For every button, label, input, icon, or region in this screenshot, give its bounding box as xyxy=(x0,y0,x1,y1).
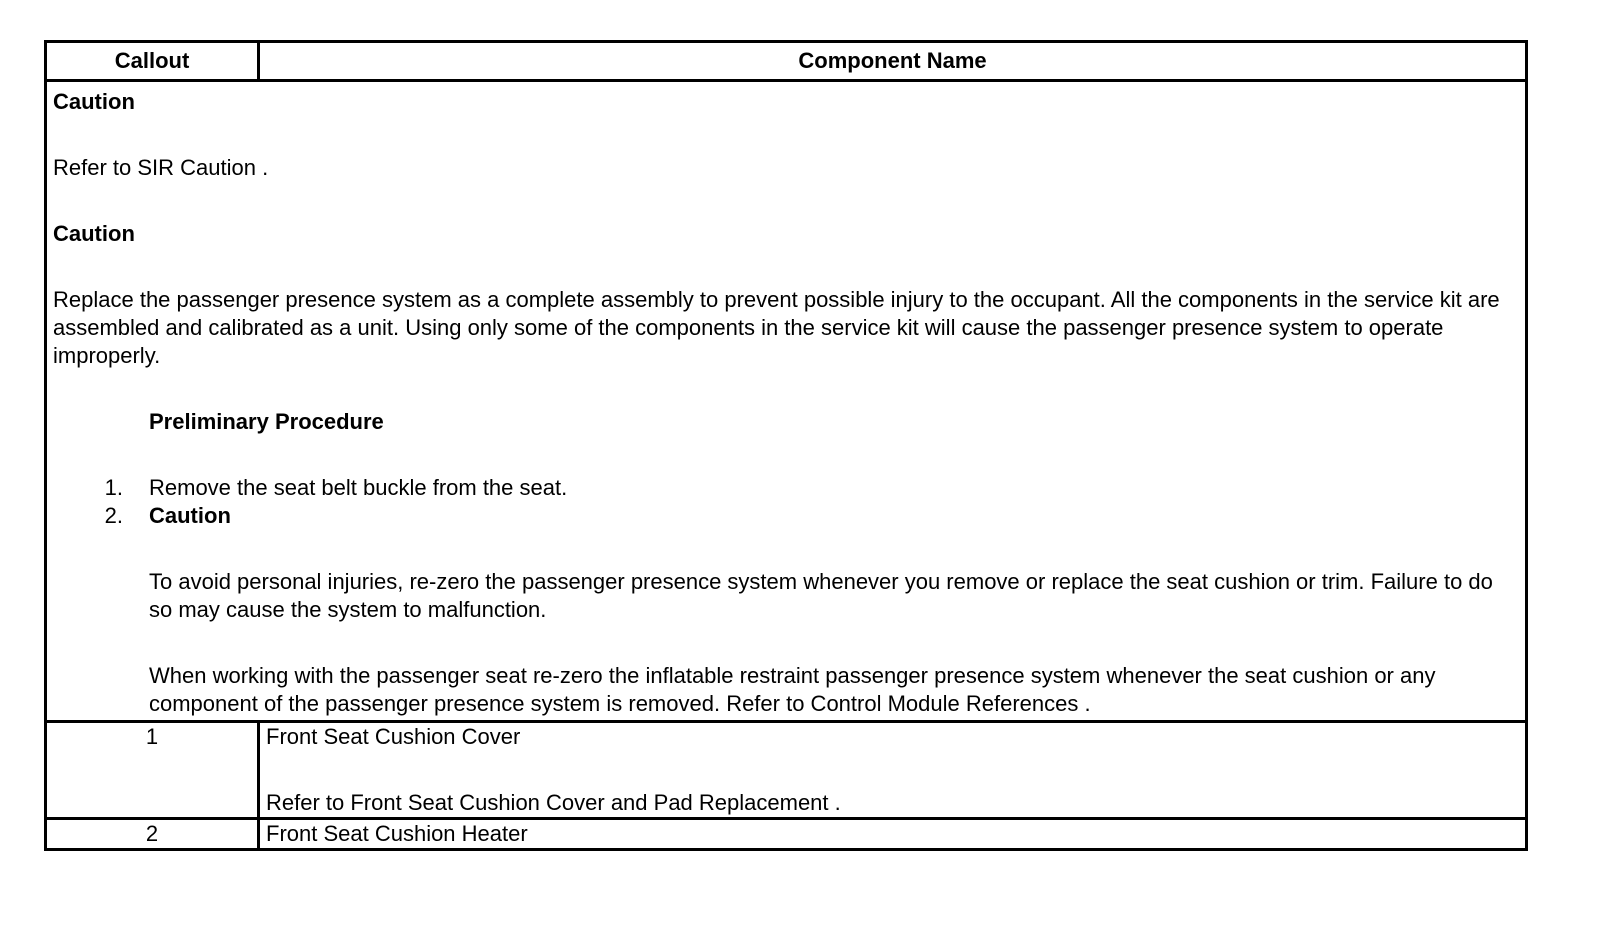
component-name-header: Component Name xyxy=(259,42,1527,81)
service-table xyxy=(44,40,1528,851)
list-item xyxy=(53,474,1519,502)
list-item xyxy=(53,502,1519,718)
component-note: Refer to Front Seat Cushion Cover and Pad Replacement . xyxy=(266,790,841,815)
table-row xyxy=(46,722,1527,819)
step-number: 1. xyxy=(104,475,123,500)
step-note-text: When working with the passenger seat re-zero the inflatable restraint passenger presence system whenever the seat cushion or any component of the passenger presence system is removed. Refer to Control Module References . xyxy=(149,663,1436,716)
component-name: Front Seat Cushion Heater xyxy=(266,821,528,846)
component-name: Front Seat Cushion Cover xyxy=(266,724,521,749)
caution-block xyxy=(46,81,1527,722)
procedure-steps xyxy=(53,474,1519,718)
header-row xyxy=(46,42,1527,81)
component-cell xyxy=(259,819,1527,850)
component-cell xyxy=(259,722,1527,819)
caution-title: Caution xyxy=(53,221,135,246)
callout-cell: 2 xyxy=(46,819,259,850)
caution-body-text: Replace the passenger presence system as a complete assembly to prevent possible injury to the occupant. All the components in the service kit are assembled and calibrated as a unit. Using only some of the components in the service kit will cause the passenger presence system to operate improperly. xyxy=(53,287,1500,368)
callout-cell: 1 xyxy=(46,722,259,819)
step-number: 2. xyxy=(104,503,123,528)
table-row xyxy=(46,819,1527,850)
step-caution-text: To avoid personal injuries, re-zero the passenger presence system whenever you remove or replace the seat cushion or trim. Failure to do so may cause the system to malfunction. xyxy=(149,569,1493,622)
caution-row xyxy=(46,81,1527,722)
caution-title: Caution xyxy=(53,89,135,114)
preliminary-procedure-title: Preliminary Procedure xyxy=(149,409,384,434)
sir-caution-text: Refer to SIR Caution . xyxy=(53,155,269,180)
step-caution-title: Caution xyxy=(149,503,231,528)
step-text: Remove the seat belt buckle from the seat. xyxy=(149,475,568,500)
callout-header: Callout xyxy=(46,42,259,81)
